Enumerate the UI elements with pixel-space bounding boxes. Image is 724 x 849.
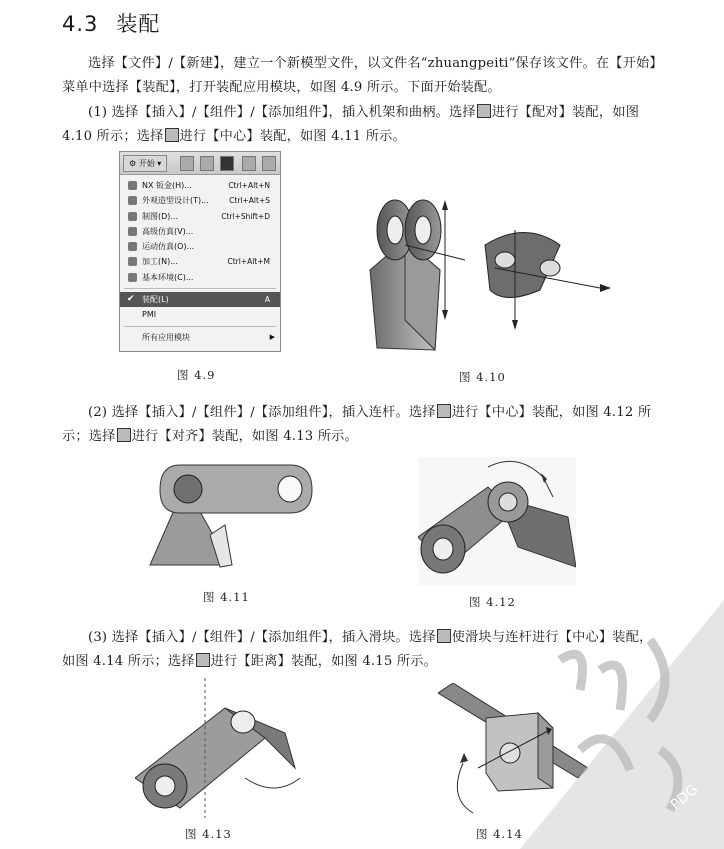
menu-item-label: 制图(D)... (142, 211, 179, 221)
paragraph-intro (62, 52, 662, 100)
section-number: 4.3 (62, 12, 99, 36)
menu-list (120, 175, 280, 345)
figure-4-12-link-center (418, 457, 576, 585)
menu-item-label: 外观造型设计(T)... (142, 196, 209, 206)
caption-fig-4-10: 图 4.10 (459, 370, 506, 384)
menu-item-label: 运动仿真(O)... (142, 242, 195, 252)
step1-text-a: (1) 选择【插入】/【组件】/【添加组件】，插入机架和曲柄。选择 (88, 105, 476, 120)
step1-text-c: 进行【中心】装配，如图 4.11 所示。 (179, 129, 406, 144)
menu-item-label: PMI (142, 310, 157, 320)
step1-text-b: 进行【配对】装配，如图 4.10 所示；选择 (62, 105, 640, 144)
menu-separator (124, 288, 276, 289)
library-stamp-watermark (520, 600, 724, 849)
figure-4-11-center-assembly (140, 455, 320, 575)
menu-item-gateway[interactable] (120, 270, 280, 285)
menu-item-sheetmetal[interactable] (120, 178, 280, 193)
paragraph-step-1 (62, 101, 662, 149)
menu-item-drafting[interactable] (120, 209, 280, 224)
menu-item-shortcut: Ctrl+Alt+S (229, 196, 270, 206)
paragraph-step-2 (62, 401, 662, 449)
menu-item-shortcut: Ctrl+Shift+D (221, 211, 270, 221)
new-file-icon[interactable] (180, 156, 194, 171)
checkmark-icon: ✔ (127, 294, 135, 305)
menu-item-advanced-sim[interactable] (120, 224, 280, 239)
section-heading (62, 8, 160, 38)
menu-item-label: 所有应用模块 (142, 332, 190, 342)
menu-item-shortcut: A (264, 295, 270, 305)
menu-toolbar (120, 152, 280, 175)
caption-fig-4-12: 图 4.12 (469, 595, 516, 609)
caption-fig-4-11: 图 4.11 (203, 590, 250, 604)
mate-constraint-icon (477, 104, 491, 118)
distance-constraint-icon (196, 653, 210, 667)
menu-item-manufacturing[interactable] (120, 254, 280, 269)
cut-icon[interactable] (242, 156, 256, 171)
sheetmetal-icon (128, 181, 137, 190)
save-icon[interactable] (220, 156, 234, 171)
paragraph-intro-text: 选择【文件】/【新建】，建立一个新模型文件，以文件名“zhuangpeiti”保存该文件。在【开始】菜单中选择【装配】，打开装配应用模块，如图 4.9 所示。下面开始装配。 (62, 56, 657, 95)
step2-text-a: (2) 选择【插入】/【组件】/【添加组件】，插入连杆。选择 (88, 405, 436, 420)
styling-icon (128, 196, 137, 205)
figure-4-13-align-assembly (135, 678, 305, 818)
center-constraint-icon (437, 629, 451, 643)
section-title: 装配 (116, 12, 161, 36)
menu-item-assembly[interactable] (120, 292, 280, 307)
open-file-icon[interactable] (200, 156, 214, 171)
menu-item-label: 高级仿真(V)... (142, 226, 194, 236)
gateway-icon (128, 273, 137, 282)
menu-item-shortcut: Ctrl+Alt+M (227, 257, 270, 267)
start-menu-figure (119, 151, 281, 352)
center-constraint-icon (437, 404, 451, 418)
start-button[interactable]: ⚙ 开始 ▾ (123, 155, 167, 172)
caption-fig-4-14: 图 4.14 (476, 827, 523, 841)
caption-fig-4-9: 图 4.9 (177, 368, 216, 382)
align-constraint-icon (117, 428, 131, 442)
center-constraint-icon (165, 128, 179, 142)
start-label: 开始 (138, 159, 155, 168)
menu-item-styling[interactable] (120, 193, 280, 208)
menu-item-label: 装配(L) (142, 295, 169, 305)
manufacturing-icon (128, 257, 137, 266)
menu-item-pmi[interactable] (120, 307, 280, 322)
stamp-pdg-text: PDG (667, 781, 702, 814)
caption-fig-4-13: 图 4.13 (185, 827, 232, 841)
motion-sim-icon (128, 242, 137, 251)
drafting-icon (128, 212, 137, 221)
copy-icon[interactable] (262, 156, 276, 171)
menu-item-all-apps[interactable] (120, 330, 280, 345)
advanced-sim-icon (128, 227, 137, 236)
step3-text-b: 使滑块与连杆进行【中心】装配，如图 4.14 所示；选择 (62, 630, 653, 669)
menu-separator (124, 326, 276, 327)
menu-item-label: 基本环境(C)... (142, 272, 194, 282)
menu-item-label: NX 钣金(H)... (142, 181, 192, 190)
submenu-arrow-icon: ▶ (269, 332, 275, 341)
step2-text-b: 进行【中心】装配，如图 4.12 所示；选择 (62, 405, 652, 444)
step3-text-a: (3) 选择【插入】/【组件】/【添加组件】，插入滑块。选择 (88, 630, 436, 645)
menu-item-shortcut: Ctrl+Alt+N (228, 181, 270, 190)
step3-text-c: 进行【距离】装配，如图 4.15 所示。 (210, 654, 438, 669)
step2-text-c: 进行【对齐】装配，如图 4.13 所示。 (131, 429, 358, 444)
figure-4-10-frame-crank (365, 190, 625, 360)
menu-item-motion-sim[interactable] (120, 239, 280, 254)
menu-item-label: 加工(N)... (142, 257, 178, 267)
